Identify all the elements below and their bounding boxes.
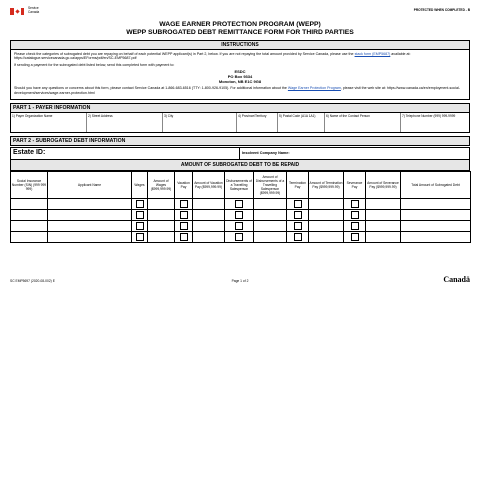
col-total-amount: Total Amount of Subrogated Debt [401,172,471,199]
severance-checkbox[interactable] [351,200,359,208]
termination-cell [287,232,309,243]
wages-cell [132,210,148,221]
gov-name-en: Service [28,6,39,10]
severance-checkbox[interactable] [351,233,359,241]
table-row [11,210,471,221]
termination-checkbox[interactable] [294,200,302,208]
addr-line-2: PO Box 9334 [227,74,253,80]
wages-checkbox[interactable] [136,222,144,230]
city-field[interactable]: 3) City [163,113,237,132]
street-address-field[interactable]: 2) Street Address [87,113,163,132]
wepp-link[interactable]: Wage Earner Protection Program [287,86,341,91]
title-line-1: WAGE EARNER PROTECTION PROGRAM (WEPP) [159,21,321,28]
form-title [10,21,470,37]
amount-severance-cell[interactable] [366,199,401,210]
mailing-address [14,69,466,84]
disbursements-cell [225,210,254,221]
telephone-field[interactable]: 7) Telephone Number (999) 999-9999 [402,114,456,119]
col-amount-wages: Amount of Wages ($999,999.99) [148,172,175,199]
wages-checkbox[interactable] [136,233,144,241]
page-number: Page 1 of 2 [231,279,249,283]
part2-heading: PART 2 - SUBROGATED DEBT INFORMATION [10,136,470,146]
total-cell[interactable] [401,199,471,210]
termination-cell [287,210,309,221]
postal-code-field[interactable]: 5) Postal Code (A1A 1A1) [278,113,325,132]
wages-checkbox[interactable] [136,211,144,219]
vacation-cell [175,199,193,210]
canada-flag-icon [10,8,24,15]
estate-row [10,147,470,160]
wages-cell [132,199,148,210]
termination-cell [287,221,309,232]
severance-cell [344,199,366,210]
insolvent-company-field[interactable]: Insolvent Company Name: [242,151,290,156]
amount-vacation-cell[interactable] [193,232,225,243]
vacation-checkbox[interactable] [180,200,188,208]
amount-disbursements-cell[interactable] [254,221,287,232]
col-vacation-pay: Vacation Pay [175,172,193,199]
amount-wages-cell[interactable] [148,210,175,221]
termination-cell [287,199,309,210]
applicant-name-cell[interactable] [48,232,132,243]
gov-name-fr: Canada [28,9,40,14]
payer-fields [10,113,470,133]
termination-checkbox[interactable] [294,222,302,230]
applicant-name-cell[interactable] [48,199,132,210]
amount-severance-cell[interactable] [366,232,401,243]
severance-checkbox[interactable] [351,222,359,230]
form-header [10,6,470,20]
applicant-name-cell[interactable] [48,210,132,221]
amount-disbursements-cell[interactable] [254,232,287,243]
disbursements-checkbox[interactable] [235,211,243,219]
disbursements-cell [225,232,254,243]
severance-cell [344,232,366,243]
amount-wages-cell[interactable] [148,199,175,210]
col-disbursements: Disbursements of a Travelling Salesperson [225,172,254,199]
instructions-text [11,50,469,99]
amount-termination-cell[interactable] [309,199,344,210]
debt-table [10,171,471,243]
contact-person-field[interactable]: 6) Name of the Contact Person [325,113,401,132]
province-field[interactable]: 4) Province/Territory [237,113,278,132]
instr-p3-url: , please visit the web site at: https://www.canada.ca/en/employment-social-development/services/wage-earner-protection.html [14,86,460,95]
table-row [11,199,471,210]
amount-disbursements-cell[interactable] [254,199,287,210]
wages-cell [132,221,148,232]
protected-label: PROTECTED WHEN COMPLETED - B [413,8,470,12]
severance-checkbox[interactable] [351,211,359,219]
amount-vacation-cell[interactable] [193,221,225,232]
col-amount-disbursements: Amount of Disbursements of a Travelling Salesperson ($999,999.99) [254,172,287,199]
col-amount-severance: Amount of Severance Pay ($999,999.99) [366,172,401,199]
severance-cell [344,210,366,221]
sin-cell[interactable] [11,232,48,243]
table-row [11,232,471,243]
vacation-checkbox[interactable] [180,233,188,241]
total-cell[interactable] [401,232,471,243]
instructions-box [10,40,470,100]
instr-p1-url: available at: https://catalogue.servicecanada.gc.ca/apps/EForms/pdf/en/SC-EMP5687.pdf [14,52,411,61]
wages-cell [132,232,148,243]
col-amount-termination: Amount of Termination Pay ($999,999.99) [309,172,344,199]
disbursements-cell [225,199,254,210]
col-termination-pay: Termination Pay [287,172,309,199]
addr-line-3: Moncton, NB E1C 9G8 [218,79,262,85]
vacation-cell [175,221,193,232]
addr-line-1: ESDC [234,69,246,75]
estate-id-field[interactable]: Estate ID: [11,148,240,159]
sin-cell[interactable] [11,210,48,221]
col-wages: Wages [132,172,148,199]
col-sin: Social Insurance Number (SIN) (999 999 999) [11,172,48,199]
applicant-name-cell[interactable] [48,221,132,232]
disbursements-cell [225,221,254,232]
payer-org-field[interactable]: 1) Payer Organization Name [11,113,87,132]
col-applicant-name: Applicant Name [48,172,132,199]
vacation-cell [175,232,193,243]
col-amount-vacation: Amount of Vacation Pay ($999,999.99) [193,172,225,199]
amount-termination-cell[interactable] [309,210,344,221]
title-line-2: WEPP SUBROGATED DEBT REMITTANCE FORM FOR THIRD PARTIES [126,29,354,36]
amount-wages-cell[interactable] [148,221,175,232]
instr-p1-text: Please check the categories of subrogated debt you are repaying on behalf of each potential WEPP applicant(s) in Part 2, below. If you are not repaying the total amount provided by Service Canada, please use the [14,52,355,56]
amount-termination-cell[interactable] [309,232,344,243]
instr-p3-text: Should you have any questions or concerns about this form, please contact Service Canada at 1-866-683-6516 (TTY: 1-800-926-9105). For additional information about the [14,86,288,91]
sin-cell[interactable] [11,221,48,232]
wages-checkbox[interactable] [136,200,144,208]
canada-wordmark: Canadä [443,275,470,284]
total-cell[interactable] [401,210,471,221]
disbursements-checkbox[interactable] [235,222,243,230]
vacation-checkbox[interactable] [180,211,188,219]
form-code: SC EMP5697 (2020-08-002) E [10,279,55,283]
severance-cell [344,221,366,232]
disbursements-checkbox[interactable] [235,200,243,208]
col-severance-pay: Severance Pay [344,172,366,199]
instr-p2: If sending a payment for the subrogated debt listed below, send this completed form with payment to: [14,62,175,67]
vacation-checkbox[interactable] [180,222,188,230]
table-row [11,221,471,232]
government-signature [28,7,39,14]
instructions-heading: INSTRUCTIONS [11,41,469,50]
amount-wages-cell[interactable] [148,232,175,243]
amount-heading: AMOUNT OF SUBROGATED DEBT TO BE REPAID [10,160,470,171]
amount-vacation-cell[interactable] [193,199,225,210]
form-page [10,6,470,243]
stack-form-link[interactable]: stack form (EMP5687) [354,52,391,56]
sin-cell[interactable] [11,199,48,210]
amount-disbursements-cell[interactable] [254,210,287,221]
part1-heading: PART 1 - PAYER INFORMATION [10,103,470,113]
amount-severance-cell[interactable] [366,221,401,232]
amount-severance-cell[interactable] [366,210,401,221]
amount-vacation-cell[interactable] [193,210,225,221]
amount-termination-cell[interactable] [309,221,344,232]
total-cell[interactable] [401,221,471,232]
termination-checkbox[interactable] [294,211,302,219]
termination-checkbox[interactable] [294,233,302,241]
table-header-row [11,172,471,199]
vacation-cell [175,210,193,221]
disbursements-checkbox[interactable] [235,233,243,241]
